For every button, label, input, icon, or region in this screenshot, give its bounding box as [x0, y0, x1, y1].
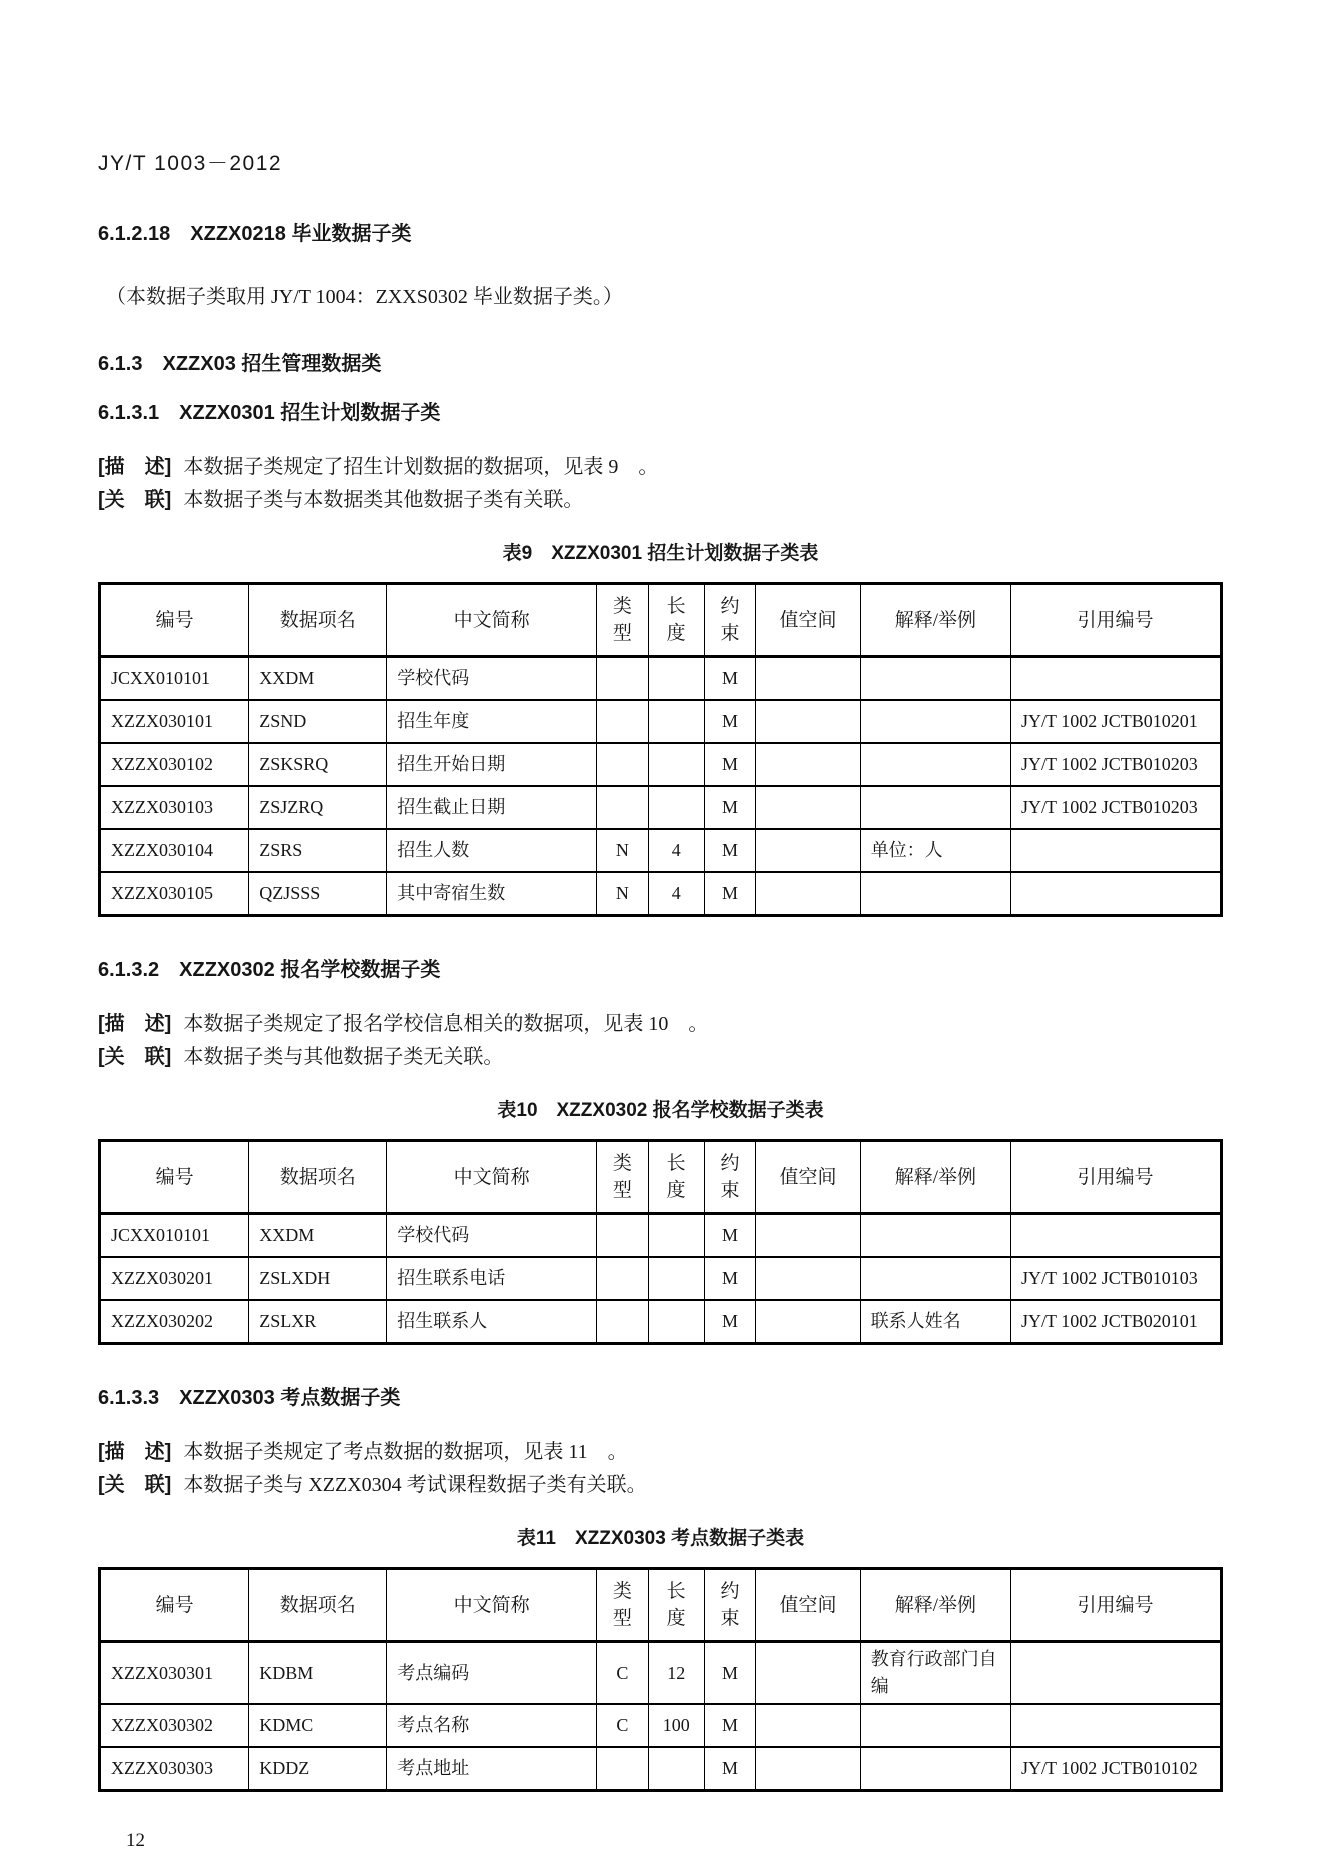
table-cell [756, 1642, 860, 1705]
table-header-row [100, 1569, 1222, 1642]
table-cell: N [597, 872, 649, 916]
description-text: 本数据子类规定了招生计划数据的数据项，见表 9 。 [183, 456, 659, 478]
relation-line [98, 484, 1223, 517]
table-cell [597, 786, 649, 829]
relation-label: [关 联] [98, 489, 172, 511]
table-cell: JY/T 1002 JCTB010201 [1011, 700, 1222, 743]
column-header: 解释/举例 [860, 584, 1010, 657]
column-header: 长度 [648, 1141, 704, 1214]
table-cell [1011, 829, 1222, 872]
table-cell: 学校代码 [387, 1214, 597, 1258]
column-header: 中文简称 [387, 1141, 597, 1214]
column-header: 长度 [648, 584, 704, 657]
table-cell [756, 1300, 860, 1344]
description-line [98, 451, 1223, 484]
relation-text: 本数据子类与其他数据子类无关联。 [183, 1046, 504, 1068]
table-cell: XZZX030104 [100, 829, 249, 872]
table-cell: XZZX030102 [100, 743, 249, 786]
table-cell: M [704, 829, 756, 872]
table-row [100, 743, 1222, 786]
table-row [100, 872, 1222, 916]
table-cell: 其中寄宿生数 [387, 872, 597, 916]
column-header: 类型 [597, 584, 649, 657]
column-header: 引用编号 [1011, 584, 1222, 657]
table-cell: 100 [648, 1704, 704, 1747]
table-cell: JY/T 1002 JCTB010103 [1011, 1257, 1222, 1300]
table-row [100, 1642, 1222, 1705]
relation-label: [关 联] [98, 1474, 172, 1496]
column-header: 编号 [100, 584, 249, 657]
table-cell [860, 1747, 1010, 1791]
table-cell: ZSRS [249, 829, 387, 872]
table-cell: C [597, 1642, 649, 1705]
table-11-caption: 表11 XZZX0303 考点数据子类表 [516, 1528, 805, 1549]
heading-6-1-3-3: 6.1.3.3 XZZX0303 考点数据子类 [98, 1387, 401, 1409]
table-cell [648, 1257, 704, 1300]
description-label: [描 述] [98, 1013, 172, 1035]
table-cell [860, 657, 1010, 701]
heading-6-1-3: 6.1.3 XZZX03 招生管理数据类 [98, 353, 382, 375]
table-cell: 考点地址 [387, 1747, 597, 1791]
description-line [98, 1008, 1223, 1041]
page-content [98, 0, 1223, 1853]
table-cell: 12 [648, 1642, 704, 1705]
table-cell [756, 657, 860, 701]
table-cell [860, 1257, 1010, 1300]
column-header: 值空间 [756, 584, 860, 657]
table-cell [597, 1300, 649, 1344]
table-cell: XZZX030103 [100, 786, 249, 829]
table-cell [756, 1214, 860, 1258]
table-cell: M [704, 1300, 756, 1344]
table-cell [756, 700, 860, 743]
table-9-enrollment-plan [98, 582, 1223, 917]
column-header: 数据项名 [249, 1569, 387, 1642]
table-cell: XXDM [249, 657, 387, 701]
column-header: 数据项名 [249, 584, 387, 657]
heading-6-1-3-2: 6.1.3.2 XZZX0302 报名学校数据子类 [98, 959, 441, 981]
table-cell: JY/T 1002 JCTB020101 [1011, 1300, 1222, 1344]
table-cell: 招生人数 [387, 829, 597, 872]
column-header: 类型 [597, 1569, 649, 1642]
table-cell: C [597, 1704, 649, 1747]
table-cell [648, 1214, 704, 1258]
table-cell: QZJSSS [249, 872, 387, 916]
table-cell [597, 743, 649, 786]
table-cell [860, 1214, 1010, 1258]
table-cell: XXDM [249, 1214, 387, 1258]
table-cell: 联系人姓名 [860, 1300, 1010, 1344]
table-cell: M [704, 743, 756, 786]
table-cell: XZZX030302 [100, 1704, 249, 1747]
table-cell: M [704, 657, 756, 701]
table-cell [648, 1747, 704, 1791]
table-cell: JY/T 1002 JCTB010203 [1011, 786, 1222, 829]
table-cell [648, 1300, 704, 1344]
table-row [100, 657, 1222, 701]
doc-code: JY/T 1003－2012 [98, 152, 283, 175]
column-header: 类型 [597, 1141, 649, 1214]
column-header: 长度 [648, 1569, 704, 1642]
column-header: 引用编号 [1011, 1569, 1222, 1642]
table-cell: ZSKSRQ [249, 743, 387, 786]
table-cell [597, 1257, 649, 1300]
table-cell: XZZX030303 [100, 1747, 249, 1791]
column-header: 值空间 [756, 1141, 860, 1214]
description-text: 本数据子类规定了报名学校信息相关的数据项，见表 10 。 [183, 1013, 709, 1035]
table-cell: 招生开始日期 [387, 743, 597, 786]
table-cell: 招生截止日期 [387, 786, 597, 829]
table-cell [860, 1704, 1010, 1747]
description-text: 本数据子类规定了考点数据的数据项，见表 11 。 [183, 1441, 628, 1463]
table-cell: M [704, 1642, 756, 1705]
column-header: 数据项名 [249, 1141, 387, 1214]
table-cell [597, 657, 649, 701]
table-cell [756, 1747, 860, 1791]
table-cell [756, 1257, 860, 1300]
table-cell [1011, 1704, 1222, 1747]
table-row [100, 1257, 1222, 1300]
table-9-caption: 表9 XZZX0301 招生计划数据子类表 [502, 543, 819, 564]
table-cell [756, 829, 860, 872]
column-header: 约束 [704, 584, 756, 657]
column-header: 编号 [100, 1569, 249, 1642]
page-number: 12 [126, 1830, 145, 1851]
table-cell: 招生联系电话 [387, 1257, 597, 1300]
table-cell: KDMC [249, 1704, 387, 1747]
table-cell [597, 700, 649, 743]
table-header-row [100, 1141, 1222, 1214]
table-cell: 招生联系人 [387, 1300, 597, 1344]
table-cell: M [704, 1214, 756, 1258]
table-cell [860, 700, 1010, 743]
table-cell: 4 [648, 872, 704, 916]
table-cell [756, 1704, 860, 1747]
relation-label: [关 联] [98, 1046, 172, 1068]
table-cell [648, 786, 704, 829]
table-cell: M [704, 1257, 756, 1300]
description-label: [描 述] [98, 456, 172, 478]
column-header: 解释/举例 [860, 1141, 1010, 1214]
relation-line [98, 1041, 1223, 1074]
table-cell: 教育行政部门自编 [860, 1642, 1010, 1705]
table-cell: XZZX030301 [100, 1642, 249, 1705]
column-header: 编号 [100, 1141, 249, 1214]
table-cell [648, 743, 704, 786]
table-cell: M [704, 700, 756, 743]
table-cell: ZSND [249, 700, 387, 743]
table-cell: KDDZ [249, 1747, 387, 1791]
table-cell: 学校代码 [387, 657, 597, 701]
table-10-registration-school [98, 1139, 1223, 1345]
table-cell [597, 1747, 649, 1791]
table-cell: 4 [648, 829, 704, 872]
table-cell [597, 1214, 649, 1258]
table-cell [756, 872, 860, 916]
table-cell [648, 700, 704, 743]
table-cell [756, 743, 860, 786]
table-cell: 考点编码 [387, 1642, 597, 1705]
table-row [100, 1704, 1222, 1747]
column-header: 值空间 [756, 1569, 860, 1642]
table-cell [860, 786, 1010, 829]
table-cell: JCXX010101 [100, 657, 249, 701]
table-cell: M [704, 1747, 756, 1791]
enrollment-plan-meta [98, 451, 1223, 517]
table-cell: M [704, 1704, 756, 1747]
registration-school-meta [98, 1008, 1223, 1074]
relation-text: 本数据子类与本数据类其他数据子类有关联。 [183, 489, 584, 511]
table-row [100, 829, 1222, 872]
table-row [100, 1747, 1222, 1791]
graduation-note: （本数据子类取用 JY/T 1004：ZXXS0302 毕业数据子类。） [106, 286, 623, 308]
column-header: 解释/举例 [860, 1569, 1010, 1642]
table-cell [1011, 1214, 1222, 1258]
exam-site-meta [98, 1436, 1223, 1502]
table-cell [1011, 872, 1222, 916]
table-cell: JY/T 1002 JCTB010203 [1011, 743, 1222, 786]
column-header: 约束 [704, 1141, 756, 1214]
column-header: 约束 [704, 1569, 756, 1642]
table-cell [1011, 657, 1222, 701]
table-cell: N [597, 829, 649, 872]
table-cell: JY/T 1002 JCTB010102 [1011, 1747, 1222, 1791]
column-header: 引用编号 [1011, 1141, 1222, 1214]
table-row [100, 1300, 1222, 1344]
column-header: 中文简称 [387, 1569, 597, 1642]
description-line [98, 1436, 1223, 1469]
table-10-caption: 表10 XZZX0302 报名学校数据子类表 [497, 1100, 824, 1121]
table-cell: JCXX010101 [100, 1214, 249, 1258]
table-cell [860, 872, 1010, 916]
description-label: [描 述] [98, 1441, 172, 1463]
table-cell: ZSLXDH [249, 1257, 387, 1300]
table-cell [648, 657, 704, 701]
table-11-exam-site [98, 1567, 1223, 1792]
table-cell [860, 743, 1010, 786]
table-header-row [100, 584, 1222, 657]
table-cell: M [704, 872, 756, 916]
relation-line [98, 1469, 1223, 1502]
table-row [100, 1214, 1222, 1258]
heading-6-1-2-18: 6.1.2.18 XZZX0218 毕业数据子类 [98, 223, 412, 245]
table-cell: M [704, 786, 756, 829]
table-cell: XZZX030105 [100, 872, 249, 916]
table-cell [1011, 1642, 1222, 1705]
table-cell: ZSLXR [249, 1300, 387, 1344]
column-header: 中文简称 [387, 584, 597, 657]
table-row [100, 786, 1222, 829]
table-cell: 单位：人 [860, 829, 1010, 872]
table-cell: XZZX030201 [100, 1257, 249, 1300]
table-cell: XZZX030101 [100, 700, 249, 743]
relation-text: 本数据子类与 XZZX0304 考试课程数据子类有关联。 [183, 1474, 647, 1496]
heading-6-1-3-1: 6.1.3.1 XZZX0301 招生计划数据子类 [98, 402, 441, 424]
table-cell: KDBM [249, 1642, 387, 1705]
table-cell: ZSJZRQ [249, 786, 387, 829]
table-cell: 考点名称 [387, 1704, 597, 1747]
table-cell: 招生年度 [387, 700, 597, 743]
table-cell: XZZX030202 [100, 1300, 249, 1344]
table-row [100, 700, 1222, 743]
table-cell [756, 786, 860, 829]
